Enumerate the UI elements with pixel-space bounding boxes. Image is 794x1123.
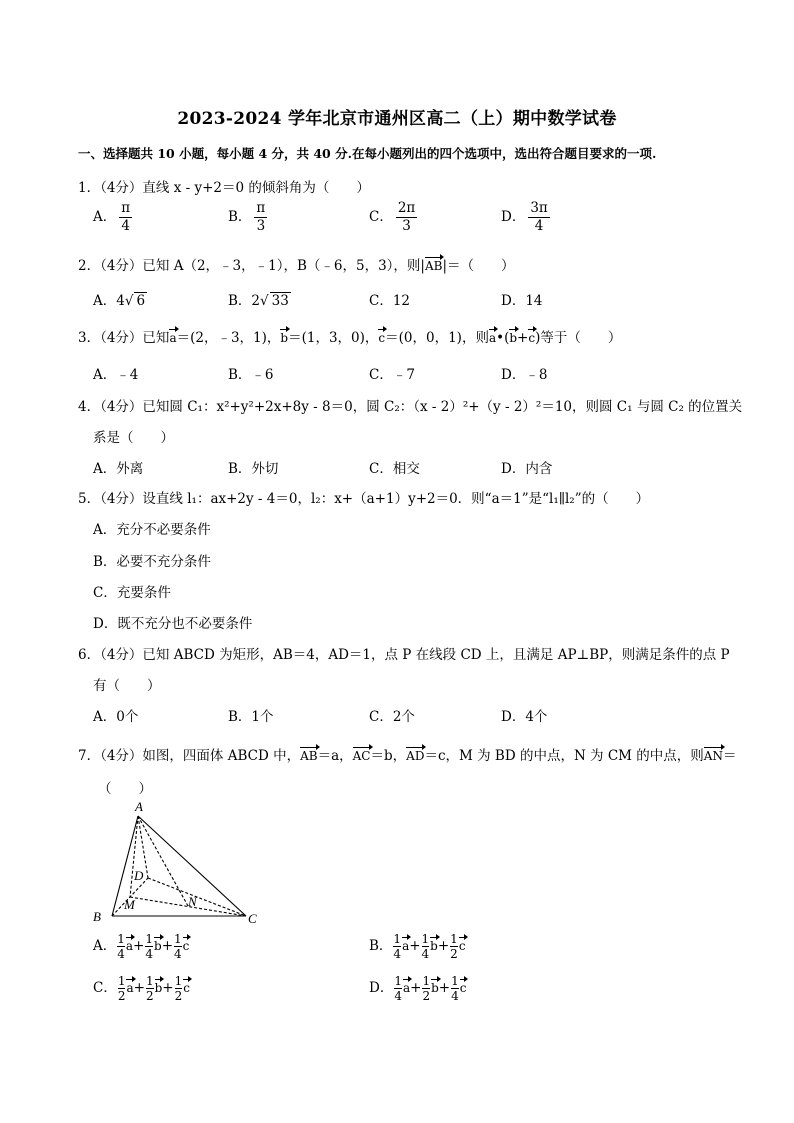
question-3-stem: 3．（4分）已知a＝(2，﹣3，1)，b＝(1，3，0)，c＝(0，0，1)，则a•(b+c)等于（ ） xyxy=(78,330,622,346)
question-6-stem-line2: 有（ ） xyxy=(93,678,161,694)
question-1-option-d[interactable]: D． $\frac{3\pi}{4}$ xyxy=(501,200,548,234)
question-4-option-c[interactable]: C．相交 xyxy=(369,461,420,477)
fig-label-d: D xyxy=(134,868,144,883)
question-7-stem-line2: （ ） xyxy=(98,781,152,797)
question-2-option-c[interactable]: C．12 xyxy=(369,293,411,309)
question-5-stem: 5．（4分）设直线 l₁：ax+2y - 4＝0，l₂：x+（a+1）y+2＝0．则“a＝1”是“l₁∥l₂”的（ ） xyxy=(78,491,650,507)
question-1-option-b[interactable]: B． $\frac{\pi}{3}$ xyxy=(228,200,266,234)
question-7-option-c[interactable]: C． $\frac{1}{2}$ a+ $\frac{1}{2}$ b+ $\frac{1}{2}$ c xyxy=(93,974,190,1003)
question-2-stem: 2．（4分）已知 A（2，﹣3，﹣1），B（﹣6，5，3），则|AB|＝（ ） xyxy=(78,258,515,274)
question-5-option-b[interactable]: B．必要不充分条件 xyxy=(93,554,211,570)
question-6-option-c[interactable]: C．2个 xyxy=(369,709,415,725)
fig-label-n: N xyxy=(188,894,197,909)
page-title: 2023-2024 学年北京市通州区高二（上）期中数学试卷 xyxy=(177,109,617,129)
question-6-option-b[interactable]: B．1个 xyxy=(228,709,274,725)
question-5-option-d[interactable]: D．既不充分也不必要条件 xyxy=(93,616,253,632)
fig-label-a: A xyxy=(135,799,143,814)
question-1-option-c[interactable]: C． $\frac{2\pi}{3}$ xyxy=(369,200,416,234)
question-2-option-b[interactable]: B．2√ 33 xyxy=(228,293,289,309)
question-1-option-a[interactable]: A． $\frac{\pi}{4}$ xyxy=(93,200,131,234)
question-6-stem-line1: 6．（4分）已知 ABCD 为矩形，AB＝4，AD＝1，点 P 在线段 CD 上，且满足 AP⊥BP，则满足条件的点 P xyxy=(78,647,730,663)
question-5-option-a[interactable]: A．充分不必要条件 xyxy=(93,522,211,538)
section-heading: 一、选择题共 10 小题，每小题 4 分，共 40 分.在每小题列出的四个选项中，选出符合题目要求的一项. xyxy=(78,146,657,161)
question-7-option-a[interactable]: A． $\frac{1}{4}$ a+ $\frac{1}{4}$ b+ $\frac{1}{4}$ c xyxy=(93,932,190,961)
question-7-stem: 7．（4分）如图，四面体 ABCD 中，AB＝a，AC＝b，AD＝c，M 为 BD 的中点，N 为 CM 的中点，则AN＝ xyxy=(78,748,737,764)
question-2-option-a[interactable]: A．4√ 6 xyxy=(93,293,146,309)
question-4-option-d[interactable]: D．内含 xyxy=(501,461,553,477)
question-4-option-a[interactable]: A．外离 xyxy=(93,461,144,477)
question-3-option-d[interactable]: D．﹣8 xyxy=(501,367,548,383)
question-4-stem-line1: 4．（4分）已知圆 C₁：x²+y²+2x+8y - 8＝0，圆 C₂：（x - 2）²+（y - 2）²＝10，则圆 C₁ 与圆 C₂ 的位置关 xyxy=(78,399,743,415)
fig-label-m: M xyxy=(124,897,135,912)
question-2-option-d[interactable]: D．14 xyxy=(501,293,543,309)
question-6-option-a[interactable]: A．0个 xyxy=(93,709,139,725)
question-5-option-c[interactable]: C．充要条件 xyxy=(93,585,171,601)
question-3-option-a[interactable]: A．﹣4 xyxy=(93,367,139,383)
question-3-option-b[interactable]: B．﹣6 xyxy=(228,367,274,383)
question-1-stem: 1．（4分）直线 x - y+2＝0 的倾斜角为（ ） xyxy=(78,180,370,196)
question-3-option-c[interactable]: C．﹣7 xyxy=(369,367,415,383)
question-4-stem-line2: 系是（ ） xyxy=(93,430,174,446)
tetrahedron-figure xyxy=(90,798,270,930)
question-6-option-d[interactable]: D．4个 xyxy=(501,709,548,725)
question-7-option-b[interactable]: B． $\frac{1}{4}$ a+ $\frac{1}{4}$ b+ $\frac{1}{2}$ c xyxy=(369,932,466,961)
question-7-option-d[interactable]: D． $\frac{1}{4}$ a+ $\frac{1}{2}$ b+ $\frac{1}{4}$ c xyxy=(369,974,467,1003)
fig-label-c: C xyxy=(248,911,257,926)
fig-label-b: B xyxy=(93,909,101,924)
question-4-option-b[interactable]: B．外切 xyxy=(228,461,279,477)
